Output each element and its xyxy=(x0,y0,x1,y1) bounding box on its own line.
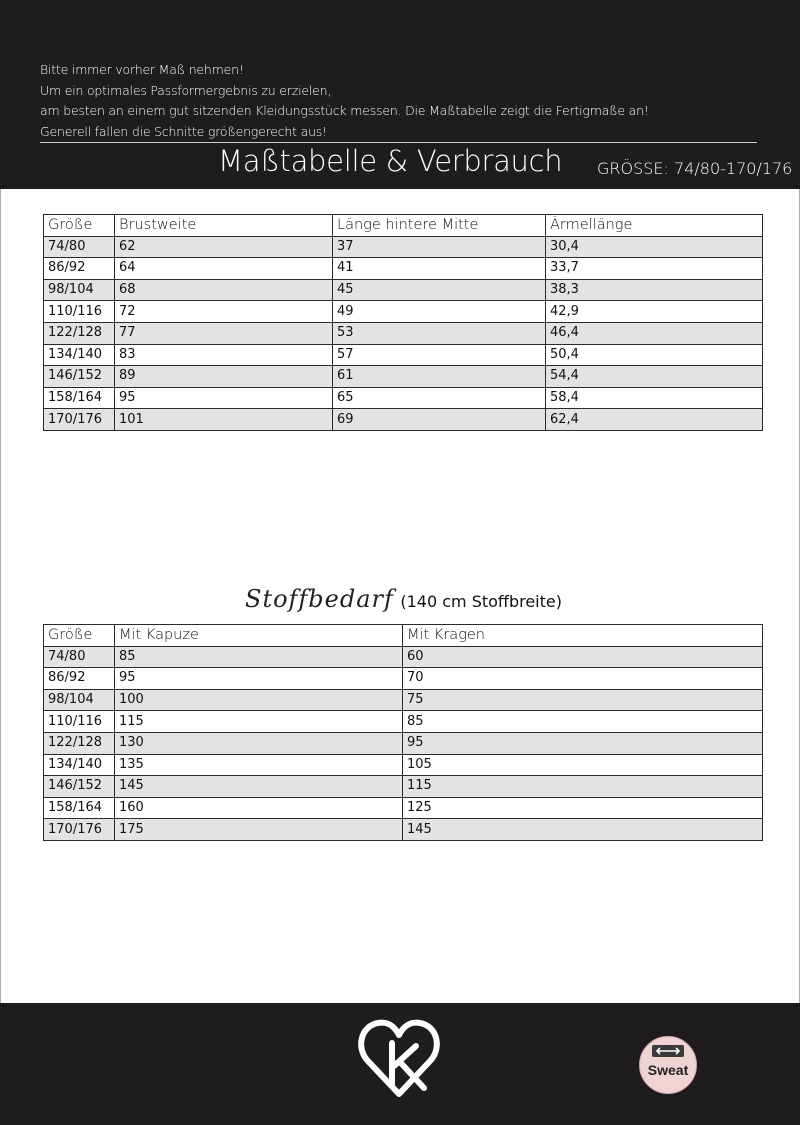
table-cell: 122/128 xyxy=(44,322,115,344)
fabric-heading-note: (140 cm Stoffbreite) xyxy=(400,592,562,611)
page-title: Maßtabelle & Verbrauch xyxy=(218,144,563,178)
table-row xyxy=(44,711,763,733)
intro-line: Generell fallen die Schnitte größengerecht aus! xyxy=(40,123,327,139)
intro-line: Bitte immer vorher Maß nehmen! xyxy=(40,62,244,77)
table-cell: 85 xyxy=(403,711,763,733)
table-cell: 95 xyxy=(115,387,333,409)
table-cell: 170/176 xyxy=(44,819,115,841)
column-header: Größe xyxy=(44,625,115,647)
header xyxy=(0,0,800,189)
table-cell: 57 xyxy=(333,344,546,366)
table-cell: 41 xyxy=(333,258,546,280)
table-cell: 95 xyxy=(403,732,763,754)
table-row xyxy=(44,819,763,841)
table-cell: 125 xyxy=(403,797,763,819)
table-cell: 110/116 xyxy=(44,301,115,323)
table-cell: 60 xyxy=(403,646,763,668)
table-cell: 170/176 xyxy=(44,409,115,431)
size-table xyxy=(43,214,763,431)
table-row xyxy=(44,258,763,280)
table-row xyxy=(44,322,763,344)
fabric-table-header-row xyxy=(44,625,763,647)
sweat-badge xyxy=(639,1036,697,1094)
table-cell: 72 xyxy=(115,301,333,323)
table-row xyxy=(44,387,763,409)
table-cell: 77 xyxy=(115,322,333,344)
table-cell: 74/80 xyxy=(44,236,115,258)
table-row xyxy=(44,689,763,711)
column-header: Mit Kapuze xyxy=(115,625,403,647)
table-row xyxy=(44,301,763,323)
table-cell: 70 xyxy=(403,668,763,690)
table-cell: 53 xyxy=(333,322,546,344)
table-cell: 46,4 xyxy=(546,322,763,344)
column-header: Mit Kragen xyxy=(403,625,763,647)
table-cell: 86/92 xyxy=(44,668,115,690)
table-cell: 98/104 xyxy=(44,689,115,711)
table-cell: 83 xyxy=(115,344,333,366)
table-cell: 54,4 xyxy=(546,366,763,388)
table-cell: 130 xyxy=(115,732,403,754)
table-cell: 110/116 xyxy=(44,711,115,733)
table-cell: 145 xyxy=(115,776,403,798)
table-cell: 100 xyxy=(115,689,403,711)
table-cell: 62,4 xyxy=(546,409,763,431)
table-cell: 135 xyxy=(115,754,403,776)
table-row xyxy=(44,646,763,668)
table-row xyxy=(44,732,763,754)
table-row xyxy=(44,776,763,798)
table-cell: 85 xyxy=(115,646,403,668)
table-cell: 61 xyxy=(333,366,546,388)
table-cell: 37 xyxy=(333,236,546,258)
table-cell: 64 xyxy=(115,258,333,280)
size-table-header-row xyxy=(44,215,763,237)
table-cell: 105 xyxy=(403,754,763,776)
column-header: Brustweite xyxy=(115,215,333,237)
intro-line: am besten an einem gut sitzenden Kleidungsstück messen. Die Maßtabelle zeigt die Fertigmaße an! xyxy=(40,103,649,118)
table-cell: 146/152 xyxy=(44,776,115,798)
stretch-arrow-icon xyxy=(650,1044,686,1058)
table-cell: 89 xyxy=(115,366,333,388)
table-cell: 30,4 xyxy=(546,236,763,258)
page-border-left xyxy=(0,189,1,1003)
table-cell: 158/164 xyxy=(44,387,115,409)
column-header: Länge hintere Mitte xyxy=(333,215,546,237)
column-header: Ärmellänge xyxy=(546,215,763,237)
table-cell: 158/164 xyxy=(44,797,115,819)
table-row xyxy=(44,409,763,431)
table-cell: 33,7 xyxy=(546,258,763,280)
table-row xyxy=(44,344,763,366)
table-cell: 122/128 xyxy=(44,732,115,754)
table-cell: 75 xyxy=(403,689,763,711)
intro-text xyxy=(40,60,649,142)
table-cell: 134/140 xyxy=(44,754,115,776)
table-cell: 42,9 xyxy=(546,301,763,323)
table-cell: 175 xyxy=(115,819,403,841)
table-cell: 50,4 xyxy=(546,344,763,366)
table-cell: 62 xyxy=(115,236,333,258)
header-divider xyxy=(40,142,757,143)
table-cell: 160 xyxy=(115,797,403,819)
table-cell: 115 xyxy=(115,711,403,733)
table-cell: 134/140 xyxy=(44,344,115,366)
badge-label: Sweat xyxy=(647,1062,689,1078)
table-cell: 95 xyxy=(115,668,403,690)
table-cell: 115 xyxy=(403,776,763,798)
table-cell: 38,3 xyxy=(546,279,763,301)
table-cell: 69 xyxy=(333,409,546,431)
table-row xyxy=(44,236,763,258)
table-row xyxy=(44,754,763,776)
fabric-table xyxy=(43,624,763,841)
table-row xyxy=(44,366,763,388)
table-cell: 146/152 xyxy=(44,366,115,388)
heart-k-logo-icon xyxy=(358,1016,444,1105)
table-cell: 68 xyxy=(115,279,333,301)
table-row xyxy=(44,797,763,819)
table-cell: 45 xyxy=(333,279,546,301)
table-cell: 49 xyxy=(333,301,546,323)
size-range: GRÖSSE: 74/80-170/176 xyxy=(597,159,793,178)
table-cell: 65 xyxy=(333,387,546,409)
table-cell: 58,4 xyxy=(546,387,763,409)
intro-line: Um ein optimales Passformergebnis zu erzielen, xyxy=(40,82,332,98)
table-cell: 98/104 xyxy=(44,279,115,301)
table-cell: 145 xyxy=(403,819,763,841)
table-row xyxy=(44,668,763,690)
table-row xyxy=(44,279,763,301)
table-cell: 86/92 xyxy=(44,258,115,280)
table-cell: 101 xyxy=(115,409,333,431)
table-cell: 74/80 xyxy=(44,646,115,668)
column-header: Größe xyxy=(44,215,115,237)
fabric-heading xyxy=(245,585,562,613)
fabric-heading-script: Stoffbedarf xyxy=(245,585,394,613)
